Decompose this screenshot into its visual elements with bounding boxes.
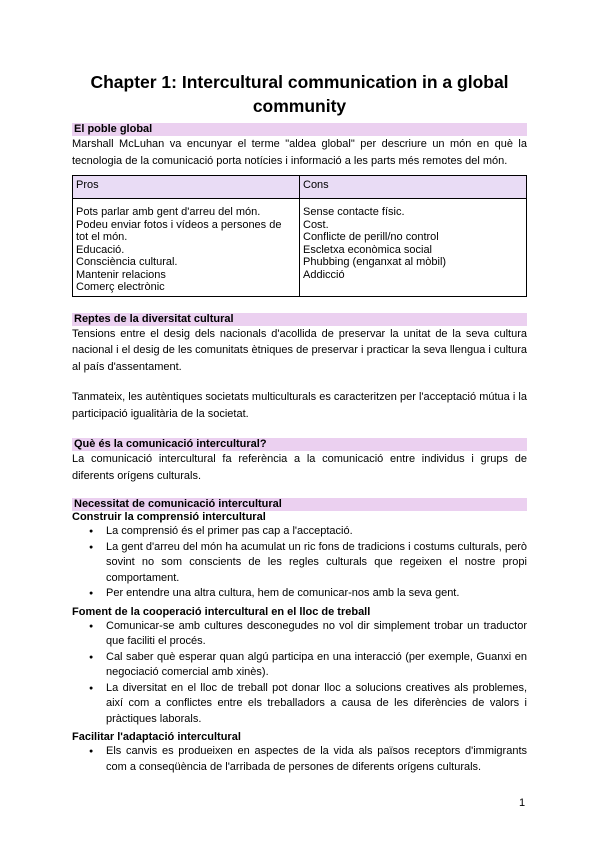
paragraph-que-es: La comunicació intercultural fa referència a la comunicació entre individus i grups de diferents orígens culturals.: [72, 453, 527, 482]
cons-item: Phubbing (enganxat al mòbil): [303, 256, 447, 268]
list-item: ● La diversitat en el lloc de treball pot donar lloc a solucions creatives als problemes, així com a conflictes entre els treballadors a causa de les diferències de valors i pràctiques laborals.: [106, 681, 527, 728]
pros-cell: [73, 199, 300, 297]
cons-item: Sense contacte físic.: [303, 206, 405, 218]
pros-item: Consciència cultural.: [76, 256, 178, 268]
section-heading-poble-global: El poble global: [72, 123, 527, 136]
pros-cons-table: [72, 175, 527, 297]
subheading-adaptacio: Facilitar l'adaptació intercultural: [72, 731, 241, 743]
subheading-cooperacio: Foment de la cooperació intercultural en el lloc de treball: [72, 605, 371, 618]
paragraph-reptes-2: Tanmateix, les autèntiques societats multiculturals es caracteritzen per l'acceptació mútua i la participació igualitària de la societat.: [72, 391, 527, 420]
cons-item: Addicció: [303, 268, 345, 281]
bullet-list-cooperacio: [72, 619, 527, 728]
subheading-comprensio: Construir la comprensió intercultural: [72, 511, 266, 523]
pros-item: Pots parlar amb gent d'arreu del món.: [76, 206, 261, 218]
list-item: ● Per entendre una altra cultura, hem de comunicar-nos amb la seva gent.: [106, 586, 527, 602]
list-item: ● Comunicar-se amb cultures desconegudes no vol dir simplement trobar un traductor que faciliti el procés.: [106, 619, 527, 650]
list-item: ● La comprensió és el primer pas cap a l'acceptació.: [106, 524, 527, 540]
cons-item: Escletxa econòmica social: [303, 243, 433, 256]
document-page: [72, 70, 527, 775]
list-item: ● Els canvis es produeixen en aspectes de la vida als països receptors d'immigrants com a conseqüència de l'arribada de persones de diferents orígens culturals.: [106, 744, 527, 775]
section-heading-que-es: Què és la comunicació intercultural?: [72, 438, 527, 451]
page-title: Chapter 1: Intercultural communication in a global community: [90, 72, 509, 116]
section-heading-necessitat: Necessitat de comunicació intercultural: [72, 498, 527, 511]
cons-item: Conflicte de perill/no control: [303, 231, 439, 243]
table-header-pros: Pros: [73, 176, 300, 199]
paragraph-poble-global: Marshall McLuhan va encunyar el terme "aldea global" per descriure un món en què la tecnologia de la comunicació porta notícies i informació a les parts més remotes del món.: [72, 138, 527, 167]
pros-item: Educació.: [76, 243, 125, 256]
section-heading-reptes: Reptes de la diversitat cultural: [72, 313, 527, 326]
bullet-list-comprensio: [72, 524, 527, 602]
bullet-list-adaptacio: [72, 744, 527, 775]
pros-item: Comerç electrònic: [76, 281, 165, 293]
page-number: 1: [519, 797, 526, 809]
list-item: ● Cal saber què esperar quan algú participa en una interacció (per exemple, Guanxi en negociació comercial amb xinès).: [106, 650, 527, 681]
cons-cell: [300, 199, 527, 297]
table-header-cons: Cons: [300, 176, 527, 199]
pros-item: Mantenir relacions: [76, 268, 166, 281]
cons-item: Cost.: [303, 218, 329, 231]
pros-item: Podeu enviar fotos i vídeos a persones de tot el món.: [76, 218, 282, 243]
list-item: ● La gent d'arreu del món ha acumulat un ric fons de tradicions i costums culturals, però sovint no som conscients de les regles culturals que regeixen el nostre propi comportament.: [106, 540, 527, 587]
paragraph-reptes-1: Tensions entre el desig dels nacionals d'acollida de preservar la unitat de la seva cultura nacional i el desig de les comunitats ètniques de preservar i practicar la seva llengua i cultura al país d'assentament.: [72, 327, 527, 373]
